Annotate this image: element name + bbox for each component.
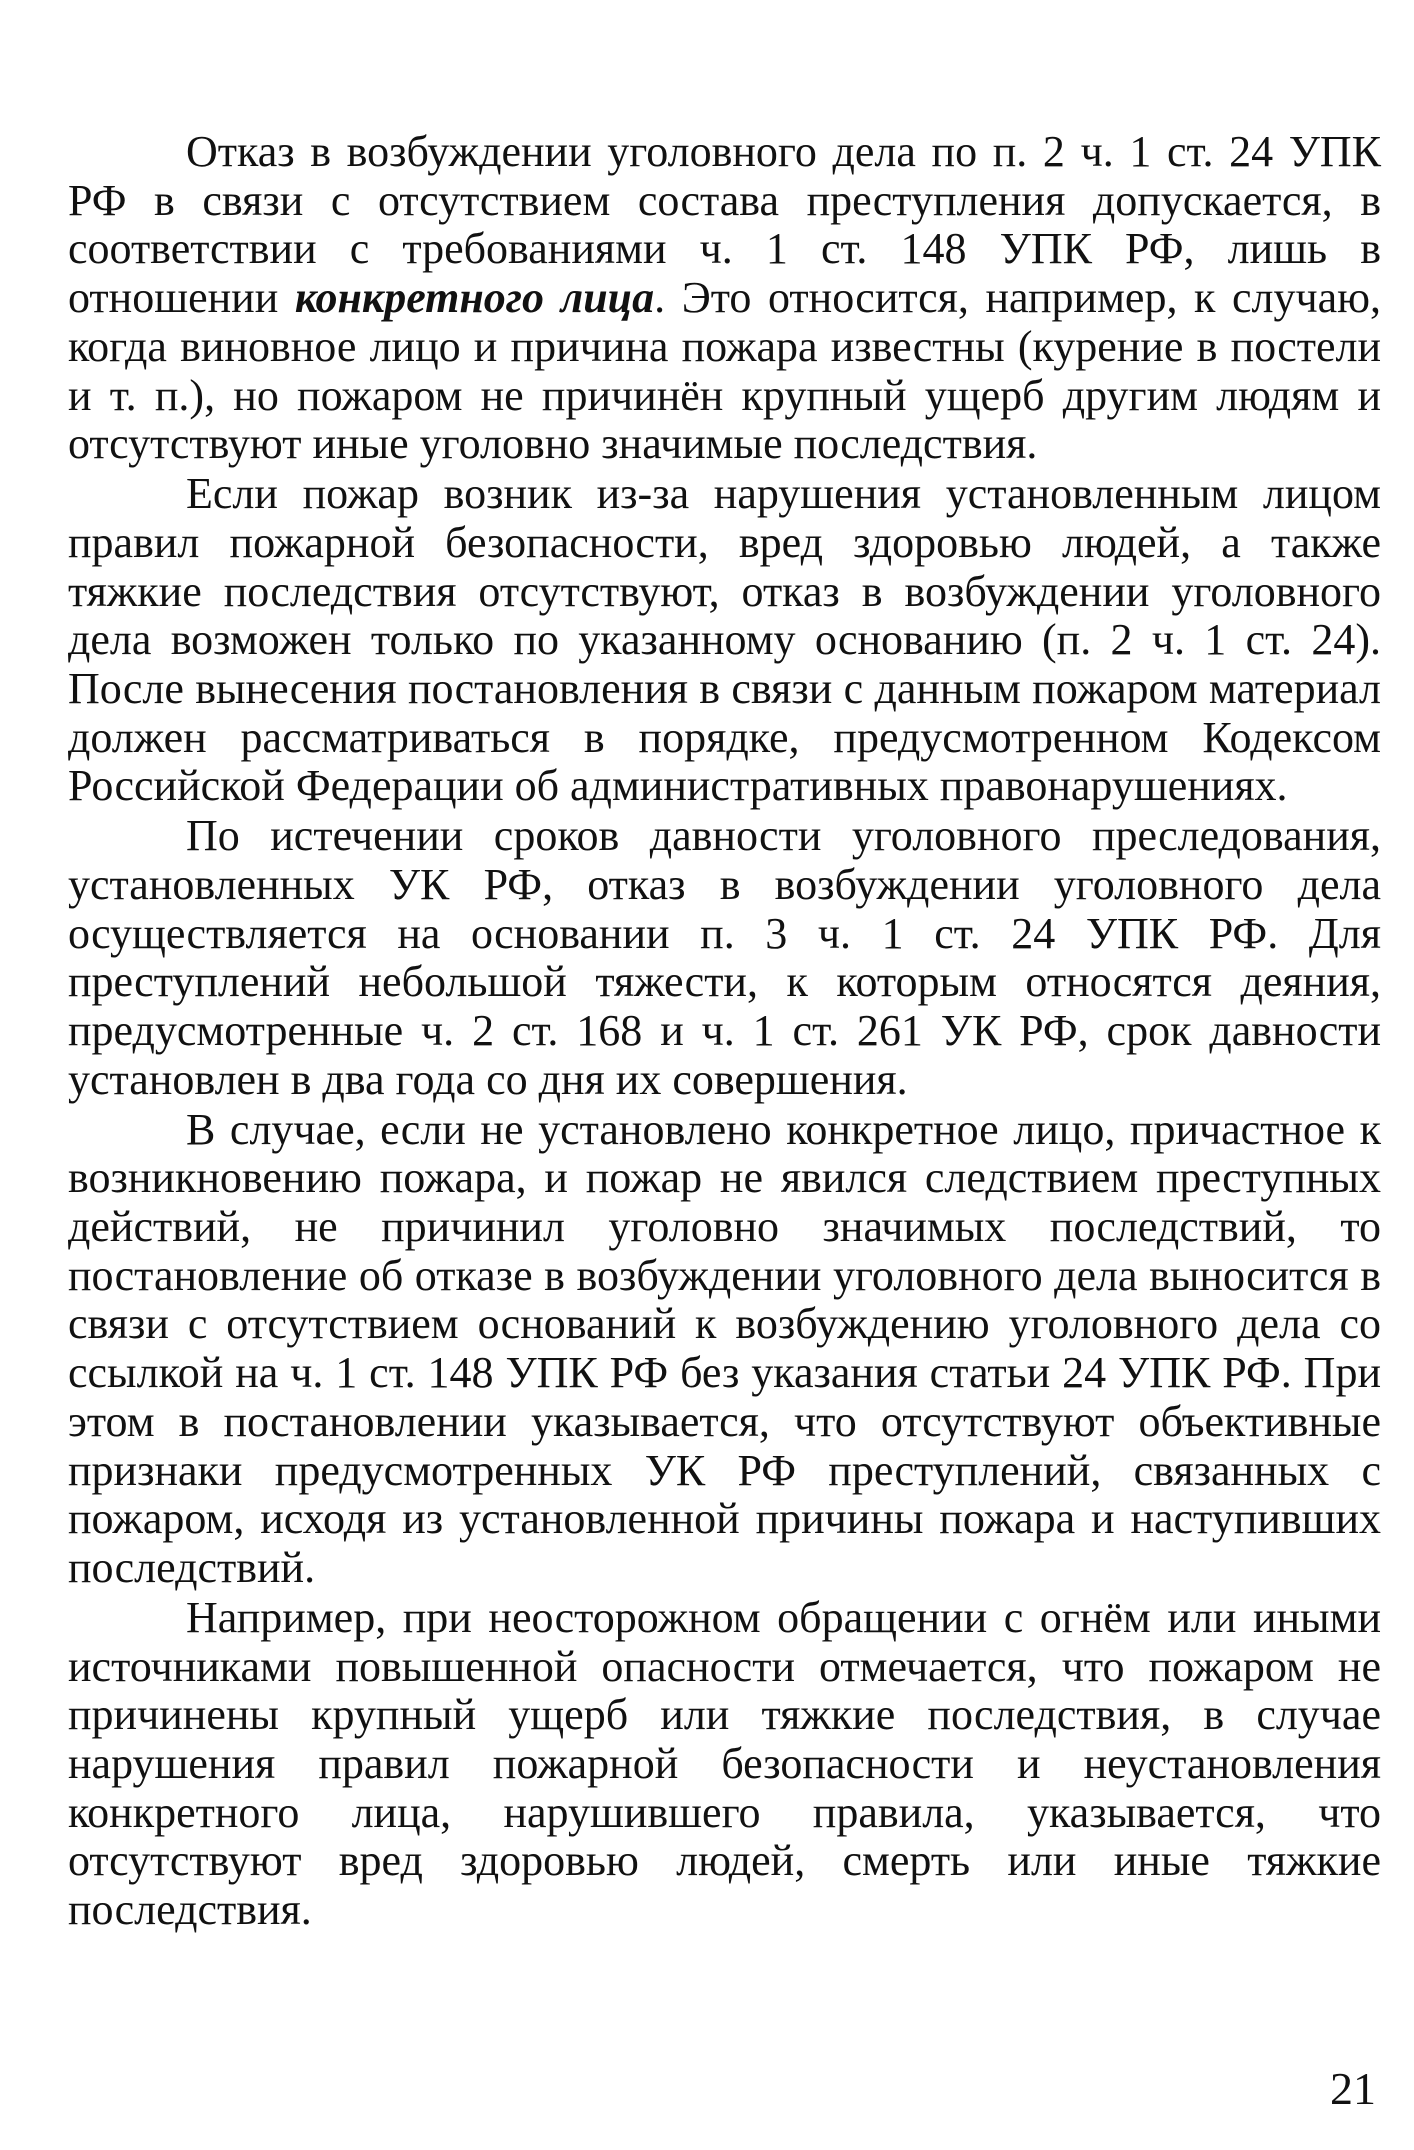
paragraph-1-after: . Это относится, например, к случаю, когда виновное лицо и причина пожара известны (курение в постели и т. п.), но пожаром не причинён крупный ущерб другим людям и отсутствуют иные уголовно значимые последствия.: [68, 273, 1382, 469]
paragraph-4: В случае, если не установлено конкретное лицо, причастное к возникновению пожара, и пожар не явился следствием преступных действий, не причинил уголовно значимых последствий, то постановление об отказе в возбуждении уголовного дела выносится в связи с отсутствием оснований к возбуждению уголовного дела со ссылкой на ч. 1 ст. 148 УПК РФ без указания статьи 24 УПК РФ. При этом в постановлении указывается, что отсутствуют объективные признаки предусмотренных УК РФ преступлений, связанных с пожаром, исходя из установленной причины пожара и наступивших последствий.: [68, 1104, 1381, 1592]
page-body: [68, 128, 1381, 1935]
paragraph-5: Например, при неосторожном обращении с огнём или иными источниками повышенной опасности отмечается, что пожаром не причинены крупный ущерб или тяжкие последствия, в случае нарушения правил пожарной безопасности и неустановления конкретного лица, нарушившего правила, указывается, что отсутствуют вред здоровью людей, смерть или иные тяжкие последствия.: [68, 1592, 1381, 1935]
page-number: 21: [1330, 2063, 1376, 2114]
paragraph-1: [68, 128, 1381, 469]
paragraph-1-emphasis: конкретного лица: [294, 273, 655, 323]
paragraph-2: Если пожар возник из-за нарушения установленным лицом правил пожарной безопасности, вред здоровью людей, а также тяжкие последствия отсутствуют, отказ в возбуждении уголовного дела возможен только по указанному основанию (п. 2 ч. 1 ст. 24). После вынесения постановления в связи с данным пожаром материал должен рассматриваться в порядке, предусмотренном Кодексом Российской Федерации об административных правонарушениях.: [68, 469, 1381, 811]
paragraph-1-before: Отказ в возбуждении уголовного дела по п. 2 ч. 1 ст. 24 УПК РФ в связи с отсутствием состава преступления допускается, в соответствии с требованиями ч. 1 ст. 148 УПК РФ, лишь в отношении: [68, 127, 1381, 323]
paragraph-3: По истечении сроков давности уголовного преследования, установленных УК РФ, отказ в возбуждении уголовного дела осуществляется на основании п. 3 ч. 1 ст. 24 УПК РФ. Для преступлений небольшой тяжести, к которым относятся деяния, предусмотренные ч. 2 ст. 168 и ч. 1 ст. 261 УК РФ, срок давности установлен в два года со дня их совершения.: [68, 811, 1381, 1104]
